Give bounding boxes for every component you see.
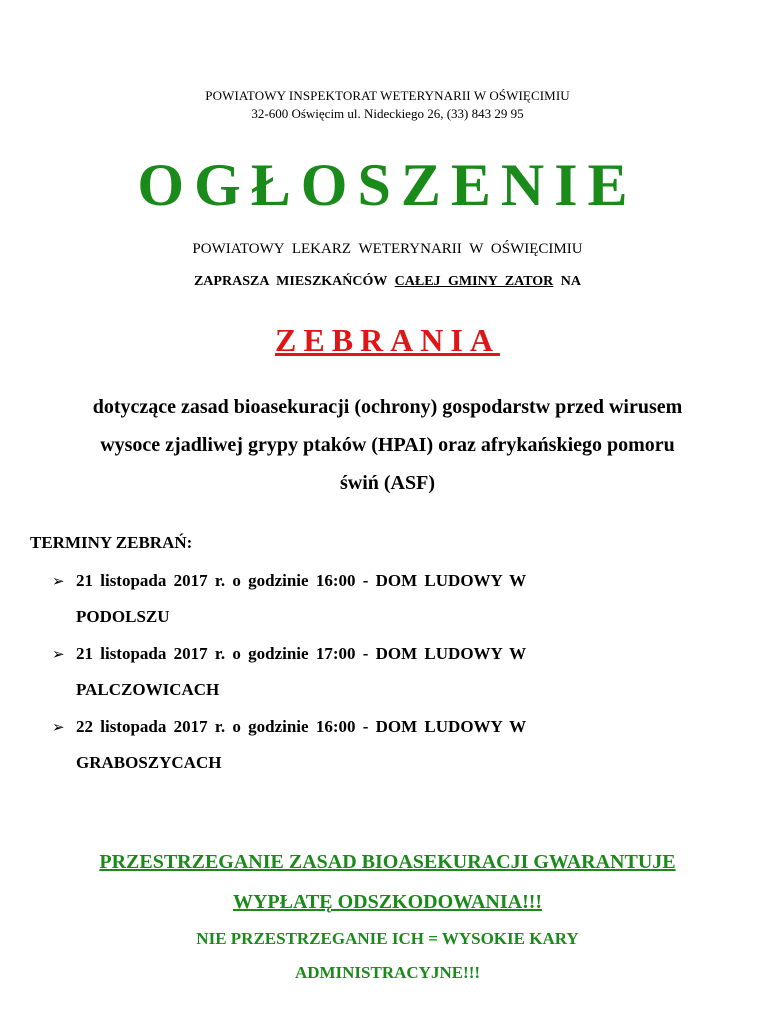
description-line-1: dotyczące zasad bioasekuracji (ochrony) gospodarstw przed wirusem xyxy=(92,396,683,418)
term-place-line: PODOLSZU xyxy=(76,607,170,626)
term-date-line: 21 listopada 2017 r. o godzinie 16:00 - DOM LUDOWY W xyxy=(76,571,527,590)
compensation-notice xyxy=(0,842,775,922)
meetings-description xyxy=(20,388,755,502)
invitation-line-2-post: NA xyxy=(553,274,582,289)
description-line-3: świń (ASF) xyxy=(339,472,435,494)
announcement-title: OGŁOSZENIE xyxy=(137,152,638,218)
arrowhead-bullet-icon: ➢ xyxy=(52,718,65,736)
term-text xyxy=(76,563,736,635)
invitation-line-2 xyxy=(0,274,775,290)
penalty-line-2: ADMINISTRACYJNE!!! xyxy=(294,963,481,982)
term-place-line: GRABOSZYCACH xyxy=(76,753,222,772)
term-text xyxy=(76,709,736,781)
term-place-line: PALCZOWICACH xyxy=(76,680,220,699)
invitation-line-1: POWIATOWY LEKARZ WETERYNARII W OŚWIĘCIMIU xyxy=(192,241,583,257)
terms-label: TERMINY ZEBRAŃ: xyxy=(30,533,193,552)
arrowhead-bullet-icon: ➢ xyxy=(52,572,65,590)
penalty-notice xyxy=(0,922,775,990)
term-text xyxy=(76,636,736,708)
arrowhead-bullet-icon: ➢ xyxy=(52,645,65,663)
compensation-line-2: WYPŁATĘ ODSZKODOWANIA!!! xyxy=(232,891,543,913)
penalty-line-1: NIE PRZESTRZEGANIE ICH = WYSOKIE KARY xyxy=(196,929,579,948)
inspectorate-name: POWIATOWY INSPEKTORAT WETERYNARII W OŚWIĘCIMIU xyxy=(205,88,570,103)
term-date-line: 21 listopada 2017 r. o godzinie 17:00 - DOM LUDOWY W xyxy=(76,644,527,663)
description-line-2: wysoce zjadliwej grypy ptaków (HPAI) oraz afrykańskiego pomoru xyxy=(100,434,675,456)
inspectorate-address: 32-600 Oświęcim ul. Nideckiego 26, (33) 843 29 95 xyxy=(251,106,524,121)
invitation-line-2-pre: ZAPRASZA MIESZKAŃCÓW xyxy=(193,274,395,289)
invitation-municipality: CAŁEJ GMINY ZATOR xyxy=(394,274,554,289)
term-date-line: 22 listopada 2017 r. o godzinie 16:00 - DOM LUDOWY W xyxy=(76,717,527,736)
meetings-heading xyxy=(0,318,775,362)
compensation-line-1: PRZESTRZEGANIE ZASAD BIOASEKURACJI GWARANTUJE xyxy=(99,851,676,873)
meetings-heading-text: ZEBRANIA xyxy=(275,322,500,358)
